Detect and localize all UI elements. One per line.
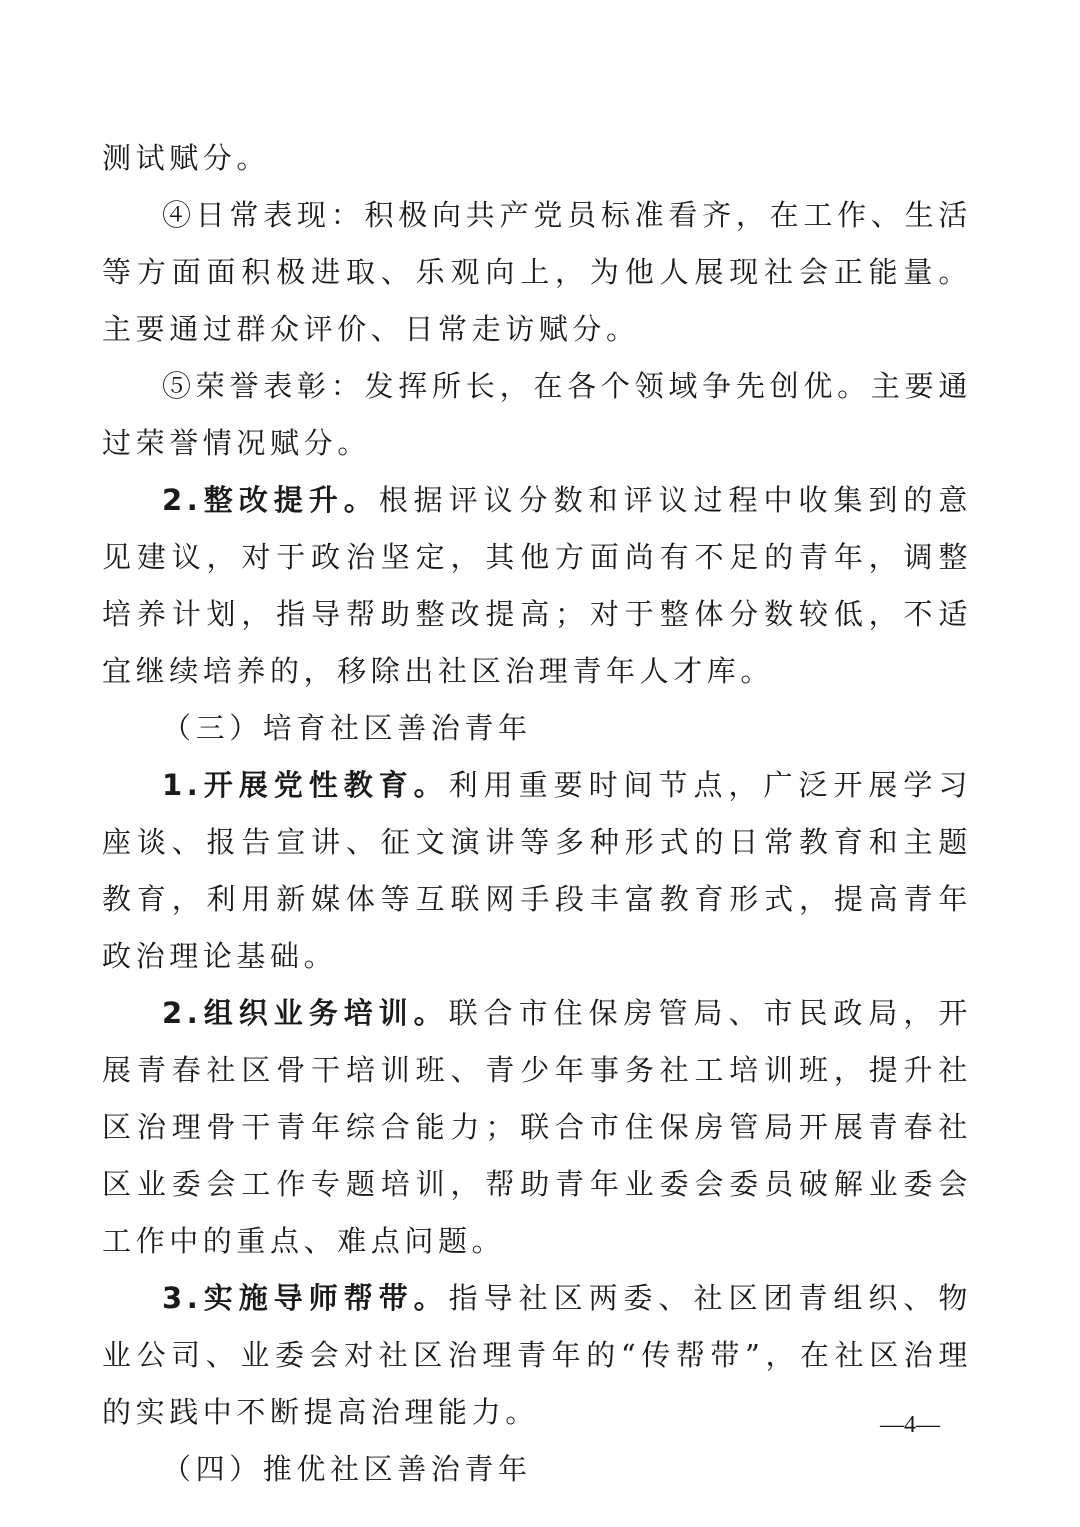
paragraph-rectification [102, 472, 972, 700]
page-number: —4— [880, 1412, 940, 1438]
paragraph-text: 利用重要时间节点，广泛开展学习座谈、报告宣讲、征文演讲等多种形式的日常教育和主题教育，利用新媒体等互联网手段丰富教育形式，提高青年政治理论基础。 [102, 768, 972, 973]
paragraph-text: 根据评议分数和评议过程中收集到的意见建议，对于政治坚定，其他方面尚有不足的青年，调整培养计划，指导帮助整改提高；对于整体分数较低，不适宜继续培养的，移除出社区治理青年人才库。 [102, 483, 972, 688]
paragraph-lead: 3.实施导师帮带。 [162, 1281, 449, 1315]
paragraph-business-training [102, 985, 972, 1270]
paragraph-text: 指导社区两委、社区团青组织、物业公司、业委会对社区治理青年的“传帮带”，在社区治理的实践中不断提高治理能力。 [102, 1281, 972, 1429]
paragraph-lead: 1.开展党性教育。 [162, 768, 449, 802]
paragraph-text: 联合市住保房管局、市民政局，开展青春社区骨干培训班、青少年事务社工培训班，提升社区治理骨干青年综合能力；联合市住保房管局开展青春社区业委会工作专题培训，帮助青年业委会委员破解业委会工作中的重点、难点问题。 [102, 996, 972, 1258]
paragraph-test-scoring: 测试赋分。 [102, 141, 271, 175]
paragraph-lead: 2.整改提升。 [162, 483, 379, 517]
paragraph-lead: 2.组织业务培训。 [162, 996, 449, 1030]
paragraph-daily-performance: ④日常表现：积极向共产党员标准看齐，在工作、生活等方面面积极进取、乐观向上，为他人展现社会正能量。主要通过群众评价、日常走访赋分。 [102, 198, 972, 346]
paragraph-mentorship [102, 1270, 972, 1441]
section-heading-3: （三）培育社区善治青年 [162, 711, 532, 745]
section-heading-4: （四）推优社区善治青年 [162, 1452, 532, 1486]
paragraph-honors: ⑤荣誉表彰：发挥所长，在各个领域争先创优。主要通过荣誉情况赋分。 [102, 369, 972, 460]
paragraph-party-education [102, 757, 972, 985]
document-body [102, 130, 972, 1498]
